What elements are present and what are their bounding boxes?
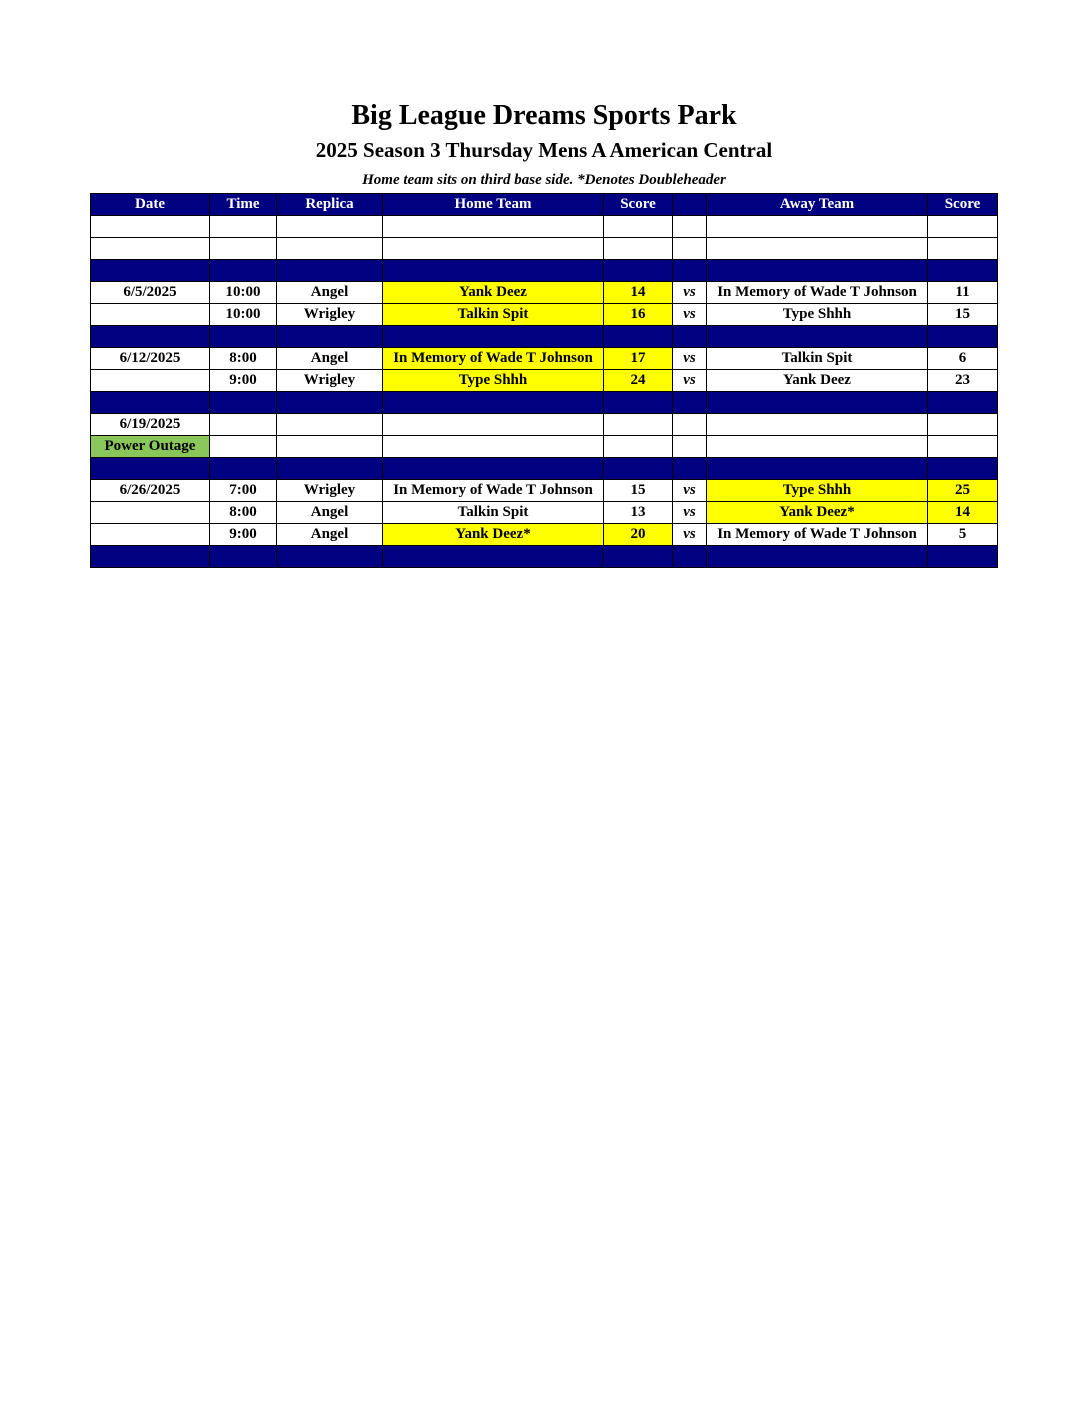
time-cell (210, 436, 277, 458)
home-score-cell: 15 (604, 480, 673, 502)
column-header-home-score: Score (604, 194, 673, 216)
home-score-cell: 13 (604, 502, 673, 524)
home-team-cell: Talkin Spit (383, 502, 604, 524)
divider-cell (928, 458, 998, 480)
vs-cell: vs (673, 348, 707, 370)
divider-cell (707, 392, 928, 414)
blank-cell (210, 216, 277, 238)
time-cell (210, 414, 277, 436)
divider-cell (604, 458, 673, 480)
replica-cell (277, 414, 383, 436)
divider-cell (707, 326, 928, 348)
away-team-cell: In Memory of Wade T Johnson (707, 282, 928, 304)
vs-cell: vs (673, 304, 707, 326)
schedule-note: Home team sits on third base side. *Denotes Doubleheader (362, 172, 726, 188)
away-score-cell (928, 436, 998, 458)
replica-cell (277, 436, 383, 458)
divider-cell (91, 392, 210, 414)
home-team-cell (383, 436, 604, 458)
replica-cell: Angel (277, 348, 383, 370)
divider-cell (277, 326, 383, 348)
date-cell (91, 524, 210, 546)
divider-cell (277, 546, 383, 568)
time-cell: 10:00 (210, 282, 277, 304)
divider-cell (707, 458, 928, 480)
away-score-cell: 5 (928, 524, 998, 546)
divider-cell (383, 546, 604, 568)
time-cell: 9:00 (210, 370, 277, 392)
vs-cell: vs (673, 524, 707, 546)
blank-cell (91, 216, 210, 238)
home-score-cell: 17 (604, 348, 673, 370)
divider-cell (604, 326, 673, 348)
header-row (91, 194, 998, 216)
divider-cell (383, 260, 604, 282)
game-row (91, 502, 998, 524)
away-score-cell: 14 (928, 502, 998, 524)
home-team-cell: In Memory of Wade T Johnson (383, 348, 604, 370)
divider-cell (707, 260, 928, 282)
divider-cell (210, 458, 277, 480)
home-score-cell: 14 (604, 282, 673, 304)
schedule-table (90, 193, 998, 568)
blank-cell (604, 216, 673, 238)
game-row (91, 480, 998, 502)
game-row (91, 370, 998, 392)
date-cell (91, 502, 210, 524)
divider-cell (928, 260, 998, 282)
home-score-cell (604, 436, 673, 458)
blank-cell (928, 238, 998, 260)
divider-cell (673, 458, 707, 480)
game-row (91, 348, 998, 370)
date-cell: Power Outage (91, 436, 210, 458)
blank-row (91, 238, 998, 260)
divider-row (91, 458, 998, 480)
blank-cell (277, 238, 383, 260)
home-team-cell: Yank Deez (383, 282, 604, 304)
date-cell (91, 370, 210, 392)
time-cell: 8:00 (210, 502, 277, 524)
away-team-cell (707, 436, 928, 458)
time-cell: 8:00 (210, 348, 277, 370)
date-cell (91, 304, 210, 326)
divider-cell (604, 260, 673, 282)
away-team-cell (707, 414, 928, 436)
divider-row (91, 392, 998, 414)
away-score-cell: 15 (928, 304, 998, 326)
league-subtitle: 2025 Season 3 Thursday Mens A American Central (315, 138, 773, 162)
home-team-cell: Talkin Spit (383, 304, 604, 326)
vs-cell: vs (673, 282, 707, 304)
blank-cell (707, 238, 928, 260)
divider-cell (673, 392, 707, 414)
divider-cell (210, 260, 277, 282)
divider-cell (383, 458, 604, 480)
game-row (91, 524, 998, 546)
blank-cell (91, 238, 210, 260)
divider-cell (383, 392, 604, 414)
column-header-replica: Replica (277, 194, 383, 216)
replica-cell: Angel (277, 502, 383, 524)
blank-row (91, 216, 998, 238)
page-title: Big League Dreams Sports Park (351, 100, 737, 131)
replica-cell: Wrigley (277, 370, 383, 392)
home-score-cell: 24 (604, 370, 673, 392)
date-cell: 6/5/2025 (91, 282, 210, 304)
divider-row (91, 326, 998, 348)
time-cell: 9:00 (210, 524, 277, 546)
blank-cell (928, 216, 998, 238)
time-cell: 7:00 (210, 480, 277, 502)
replica-cell: Wrigley (277, 304, 383, 326)
blank-cell (383, 238, 604, 260)
blank-cell (210, 238, 277, 260)
blank-cell (707, 216, 928, 238)
divider-cell (928, 546, 998, 568)
divider-cell (673, 546, 707, 568)
divider-cell (383, 326, 604, 348)
divider-cell (91, 260, 210, 282)
divider-cell (928, 392, 998, 414)
replica-cell: Angel (277, 282, 383, 304)
home-team-cell: In Memory of Wade T Johnson (383, 480, 604, 502)
divider-cell (277, 458, 383, 480)
date-cell: 6/12/2025 (91, 348, 210, 370)
divider-cell (673, 326, 707, 348)
divider-cell (277, 392, 383, 414)
home-score-cell: 20 (604, 524, 673, 546)
away-team-cell: Talkin Spit (707, 348, 928, 370)
column-header-date: Date (91, 194, 210, 216)
vs-cell (673, 436, 707, 458)
away-team-cell: Type Shhh (707, 304, 928, 326)
divider-row (91, 260, 998, 282)
divider-cell (277, 260, 383, 282)
away-score-cell: 23 (928, 370, 998, 392)
away-team-cell: Yank Deez* (707, 502, 928, 524)
replica-cell: Angel (277, 524, 383, 546)
time-cell: 10:00 (210, 304, 277, 326)
away-team-cell: In Memory of Wade T Johnson (707, 524, 928, 546)
away-score-cell (928, 414, 998, 436)
column-header-home-team: Home Team (383, 194, 604, 216)
away-score-cell: 25 (928, 480, 998, 502)
divider-cell (210, 326, 277, 348)
blank-cell (673, 238, 707, 260)
divider-cell (91, 458, 210, 480)
away-team-cell: Type Shhh (707, 480, 928, 502)
game-row (91, 436, 998, 458)
date-cell: 6/26/2025 (91, 480, 210, 502)
replica-cell: Wrigley (277, 480, 383, 502)
vs-cell: vs (673, 502, 707, 524)
vs-cell: vs (673, 370, 707, 392)
divider-cell (604, 392, 673, 414)
date-cell: 6/19/2025 (91, 414, 210, 436)
blank-cell (383, 216, 604, 238)
divider-cell (91, 326, 210, 348)
away-team-cell: Yank Deez (707, 370, 928, 392)
home-score-cell: 16 (604, 304, 673, 326)
vs-cell: vs (673, 480, 707, 502)
away-score-cell: 6 (928, 348, 998, 370)
away-score-cell: 11 (928, 282, 998, 304)
game-row (91, 282, 998, 304)
blank-cell (604, 238, 673, 260)
vs-cell (673, 414, 707, 436)
game-row (91, 414, 998, 436)
blank-cell (277, 216, 383, 238)
divider-cell (673, 260, 707, 282)
divider-cell (210, 546, 277, 568)
column-header-away-team: Away Team (707, 194, 928, 216)
divider-cell (210, 392, 277, 414)
divider-cell (928, 326, 998, 348)
home-team-cell: Type Shhh (383, 370, 604, 392)
column-header-away-score: Score (928, 194, 998, 216)
divider-cell (707, 546, 928, 568)
game-row (91, 304, 998, 326)
column-header-time: Time (210, 194, 277, 216)
divider-cell (91, 546, 210, 568)
schedule-body (91, 216, 998, 568)
column-header-vs (673, 194, 707, 216)
home-score-cell (604, 414, 673, 436)
blank-cell (673, 216, 707, 238)
divider-cell (604, 546, 673, 568)
divider-row (91, 546, 998, 568)
home-team-cell (383, 414, 604, 436)
home-team-cell: Yank Deez* (383, 524, 604, 546)
